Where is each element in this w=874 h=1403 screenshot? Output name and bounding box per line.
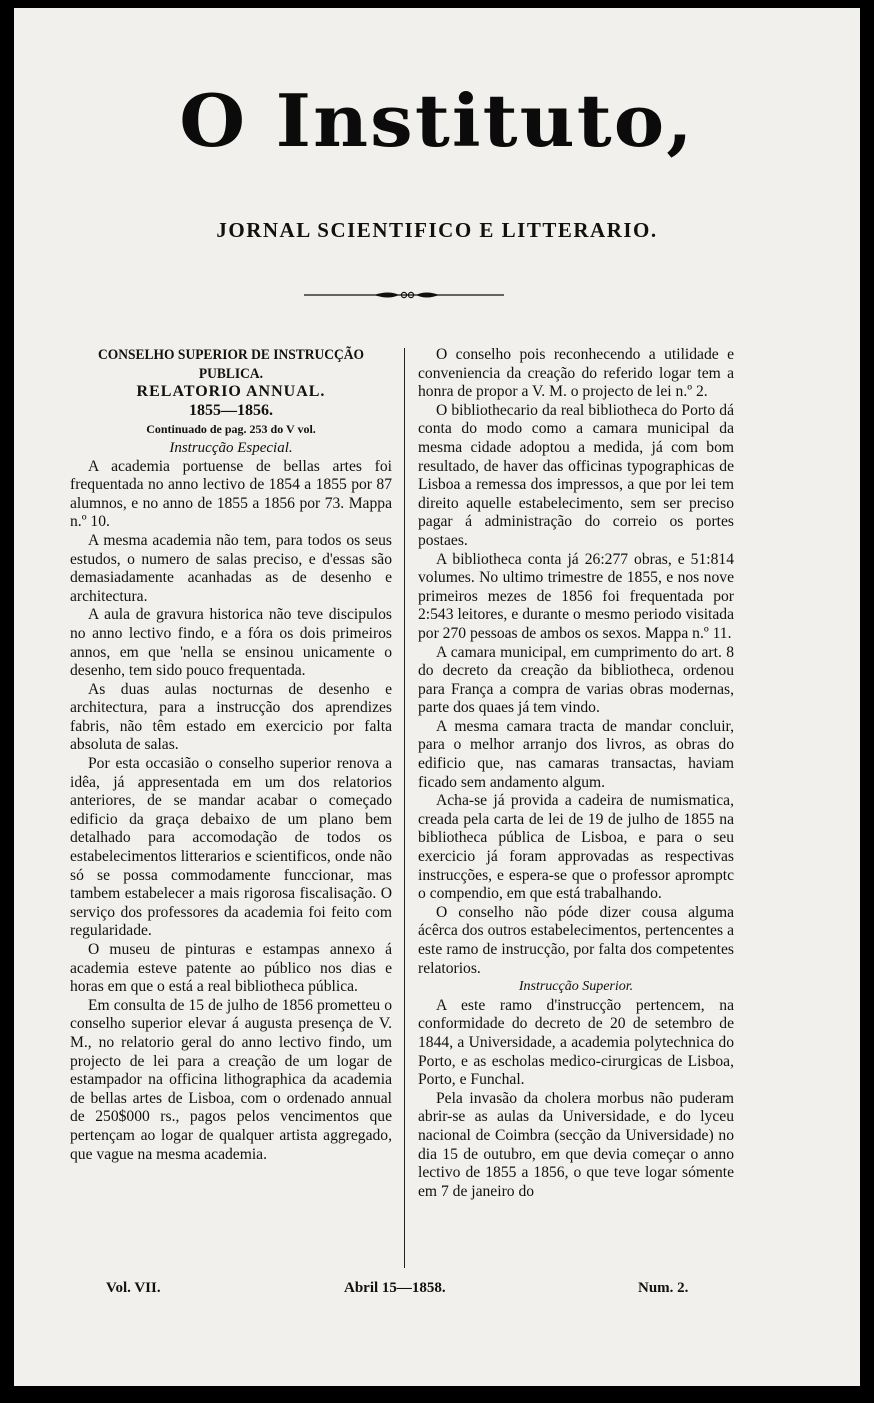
- paragraph: A camara municipal, em cumprimento do art. 8 do decreto da creação da bibliotheca, ordenou para França a compra de varias obras modernas, parte dos quaes já tem vindo.: [418, 643, 734, 717]
- paragraph: Acha-se já provida a cadeira de numismatica, creada pela carta de lei de 19 de julho de 1855 na bibliotheca pública de Lisboa, e para o seu exercicio já foram approvadas as respectivas instrucções, e espera-se que o professor apromptc o compendio, em que está trabalhando.: [418, 792, 734, 903]
- paragraph: Por esta occasião o conselho superior renova a idêa, já appresentada em um dos relatorios anteriores, de se mandar acabar o começado edificio da graça debaixo de um plano bem detalhado para accomodação de todos os estabelecimentos litterarios e scientificos, onde não só se possa commodamente funccionar, mas tambem estabelecer a mais rigorosa fiscalisação. O serviço dos professores da academia foi feito com regularidade.: [70, 755, 392, 940]
- paragraph: A aula de gravura historica não teve discipulos no anno lectivo findo, e a fóra os dois primeiros annos, em que 'nella se ensinou unicamente o desenho, tem sido pouco frequentada.: [70, 606, 392, 680]
- paragraph: A bibliotheca conta já 26:277 obras, e 51:814 volumes. No ultimo trimestre de 1855, e nos nove primeiros mezes de 1856 foi frequentada por 2:543 leitores, e durante o mesmo periodo visitada por 270 pessoas de ambos os sexos. Mappa n.º 11.: [418, 550, 734, 642]
- page-footer: [14, 1280, 860, 1300]
- report-years: 1855—1856.: [189, 401, 273, 419]
- paragraph: A academia portuense de bellas artes foi frequentada no anno lectivo de 1854 a 1855 por 87 alumnos, e no anno de 1855 a 1856 por 73. Mappa n.º 10.: [70, 457, 392, 531]
- section-heading-special: Instrucção Especial.: [169, 439, 293, 456]
- paragraph: O conselho pois reconhecendo a utilidade e conveniencia da creação do referido logar tem a honra de propor a V. M. o projecto de lei n.º 2.: [418, 346, 734, 401]
- paragraph: A este ramo d'instrucção pertencem, na conformidade do decreto de 20 de setembro de 1844, a Universidade, a academia polytechnica do Porto, e as escholas medico-cirurgicas de Lisboa, Porto, e Funchal.: [418, 996, 734, 1089]
- column-divider: [404, 348, 405, 1268]
- paragraph: Pela invasão da cholera morbus não puderam abrir-se as aulas da Universidade, e do lyceu nacional de Coimbra (secção da Universidade) no dia 15 de outubro, em que devia começar o anno lectivo de 1855 a 1856, o que teve logar sómente em 7 de janeiro do: [418, 1089, 734, 1200]
- continued-note: Continuado de pag. 253 do V vol.: [146, 422, 316, 437]
- paragraph: A mesma academia não tem, para todos os seus estudos, o numero de salas preciso, e d'essas são demasiadamente acanhadas as de desenho e architectura.: [70, 531, 392, 605]
- masthead-title: O Instituto,: [179, 78, 695, 163]
- paragraph: O bibliothecario da real bibliotheca do Porto dá conta do modo como a camara municipal da mesma cidade adoptou a medida, já com bom resultado, de haver das officinas typographicas de Lisboa a remessa dos impressos, a que por lei tem direito aquelle estabelecimento, sem ser preciso pagar á administração do correio os portes postaes.: [418, 401, 734, 549]
- right-column: [418, 346, 734, 1201]
- council-heading: CONSELHO SUPERIOR DE INSTRUCÇÃO PUBLICA.: [98, 347, 364, 382]
- paragraph: Em consulta de 15 de julho de 1856 prometteu o conselho superior elevar á augusta presença de V. M., no relatorio geral do anno lectivo findo, um projecto de lei para a creação de um logar de estampador na officina lithographica da academia de bellas artes de Lisboa, com o ordenado annual de 250$000 rs., pagos pelos vencimentos que pertençam ao logar de qualquer artista aggregado, que vague na mesma academia.: [70, 996, 392, 1163]
- paragraph: As duas aulas nocturnas de desenho e architectura, para a instrucção dos aprendizes fabris, não têm estado em exercicio por falta absoluta de salas.: [70, 680, 392, 754]
- masthead-subtitle: JORNAL SCIENTIFICO E LITTERARIO.: [216, 218, 658, 242]
- paragraph: A mesma camara tracta de mandar concluir, para o melhor arranjo dos livros, as obras do edificio que, nas camaras transactas, haviam ficado sem andamento algum.: [418, 717, 734, 791]
- paragraph: O conselho não póde dizer cousa alguma ácêrca dos outros estabelecimentos, pertencentes a este ramo de instrucção, por falta dos competentes relatorios.: [418, 903, 734, 977]
- issue-date: Abril 15—1858.: [344, 1280, 446, 1296]
- section-heading-superior: Instrucção Superior.: [518, 979, 634, 995]
- volume-label: Vol. VII.: [106, 1280, 161, 1296]
- left-column: [70, 346, 392, 1164]
- paragraph: O museu de pinturas e estampas annexo á academia esteve patente ao público nos dias e horas em que o está a real bibliotheca pública.: [70, 941, 392, 996]
- report-heading: RELATORIO ANNUAL.: [136, 383, 326, 401]
- ornament-divider: [304, 290, 504, 300]
- issue-number: Num. 2.: [638, 1280, 689, 1296]
- newspaper-page: [14, 8, 860, 1386]
